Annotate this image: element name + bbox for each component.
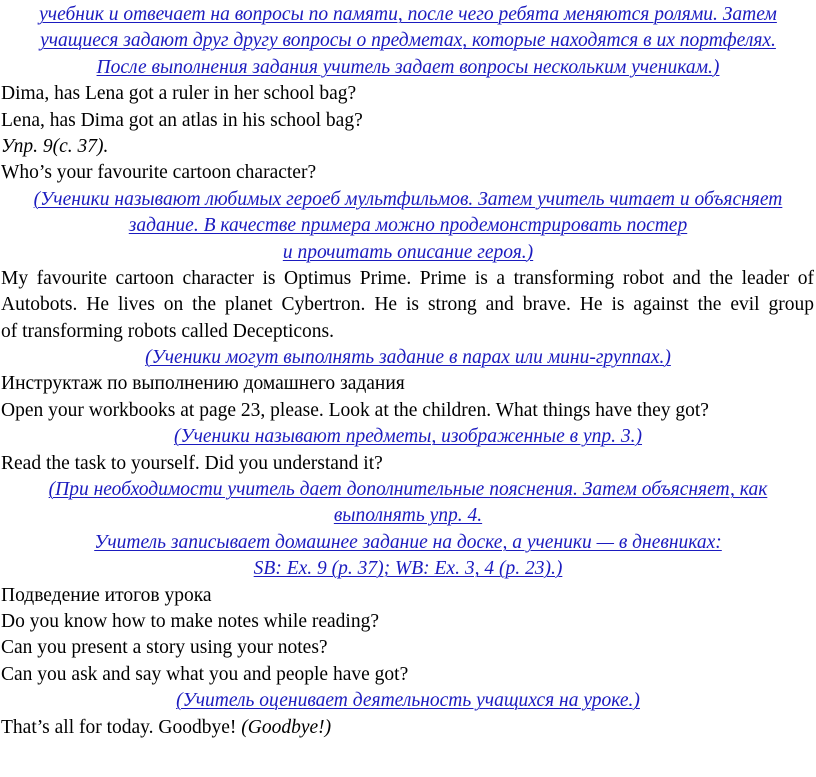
- teacher-note-line: После выполнения задания учитель задает вопросы нескольким ученикам.): [96, 56, 720, 78]
- teacher-note-line: Учитель записывает домашнее задание на доске, а ученики — в дневниках:: [94, 531, 722, 553]
- dialogue-line: Can you present a story using your notes?: [1, 637, 328, 659]
- teacher-note-line: (Ученики могут выполнять задание в парах или мини-группах.): [145, 347, 671, 369]
- teacher-note-line: (При необходимости учитель дает дополнительные пояснения. Затем объясняет, как: [48, 479, 768, 501]
- teacher-note-line: (Ученики называют предметы, изображенные в упр. 3.): [173, 426, 643, 448]
- section-heading: Инструктаж по выполнению домашнего задания: [1, 373, 405, 395]
- students-reply: (Goodbye!): [241, 716, 332, 738]
- teacher-note-line: (Учитель оценивает деятельность учащихся на уроке.): [176, 690, 640, 712]
- exercise-heading: Упр. 9(с. 37).: [1, 135, 109, 157]
- dialogue-line: Can you ask and say what you and people have got?: [1, 663, 409, 685]
- dialogue-line: Open your workbooks at page 23, please. Look at the children. What things have they got?: [1, 399, 709, 421]
- dialogue-line: Lena, has Dima got an atlas in his school bag?: [1, 109, 363, 131]
- teacher-note-line: задание. В качестве примера можно продемонстрировать постер: [128, 215, 688, 237]
- sample-text-line: of transforming robots called Decepticons.: [1, 320, 335, 342]
- teacher-note-line: учебник и отвечает на вопросы по памяти, после чего ребята меняются ролями. Затем: [39, 4, 777, 25]
- sample-text-line: Autobots. He lives on the planet Cybertron. He is strong and brave. He is against the evil group: [1, 294, 814, 316]
- dialogue-line: Dima, has Lena got a ruler in her school bag?: [1, 83, 357, 105]
- section-heading: Подведение итогов урока: [1, 584, 212, 606]
- teacher-note-line: выполнять упр. 4.: [333, 505, 483, 527]
- dialogue-line: Do you know how to make notes while reading?: [1, 610, 380, 632]
- teacher-note-line: и прочитать описание героя.): [282, 241, 534, 263]
- closing-line: [0, 715, 816, 741]
- closing-phrase: That’s all for today. Goodbye!: [1, 716, 237, 738]
- teacher-note-line: (Ученики называют любимых героеб мультфильмов. Затем учитель читает и объясняет: [33, 188, 783, 210]
- dialogue-line: Who’s your favourite cartoon character?: [1, 162, 317, 184]
- teacher-note-line: учащиеся задают друг другу вопросы о предметах, которые находятся в их портфелях.: [40, 30, 776, 52]
- dialogue-line: Read the task to yourself. Did you understand it?: [1, 452, 383, 474]
- teacher-note-line: SB: Ex. 9 (p. 37); WB: Ex. 3, 4 (p. 23).): [253, 558, 563, 580]
- sample-text-line: My favourite cartoon character is Optimus Prime. Prime is a transforming robot and the leader of: [1, 267, 814, 289]
